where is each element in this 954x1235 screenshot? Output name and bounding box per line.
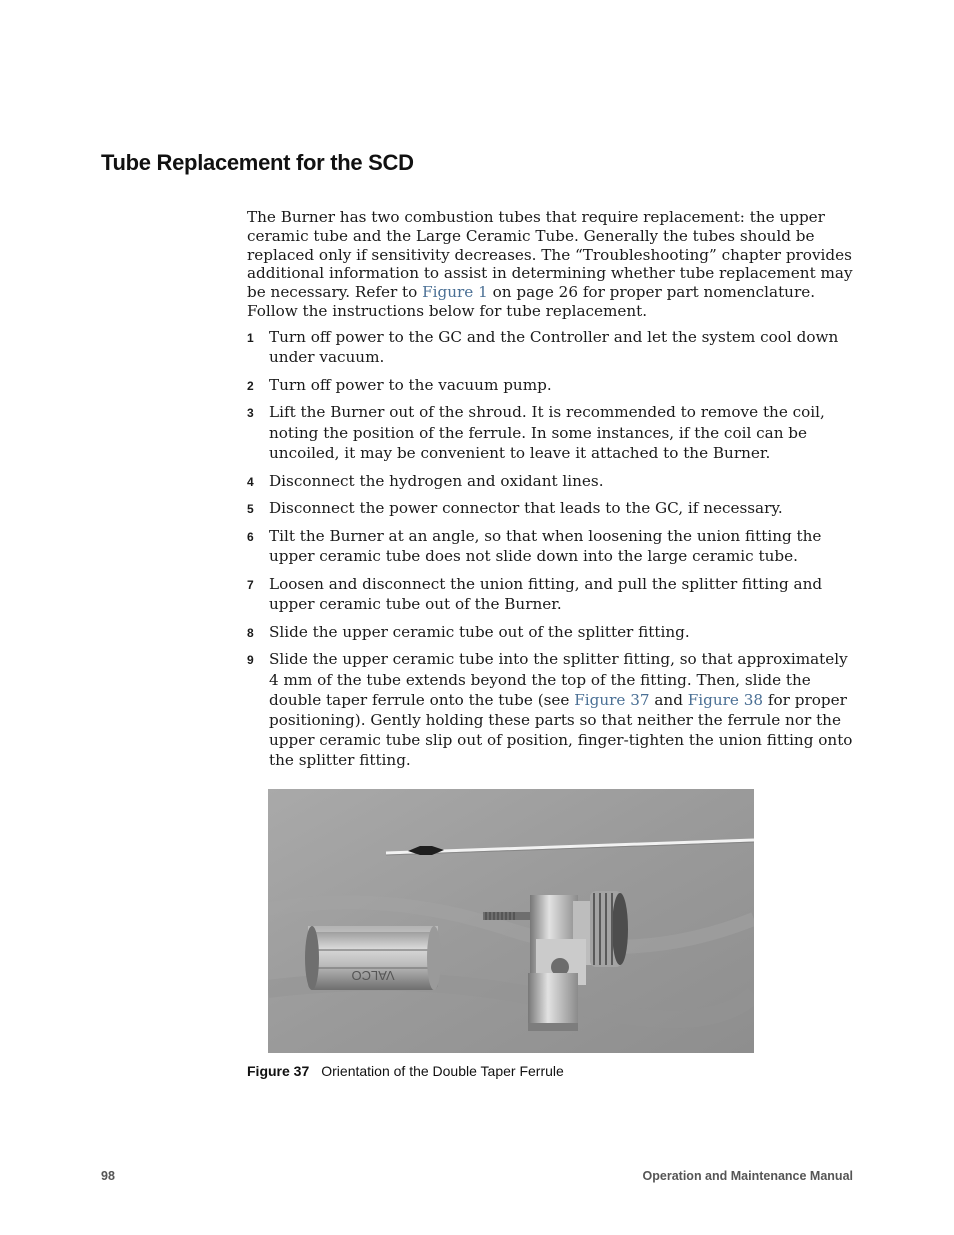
step-item <box>247 471 859 491</box>
section-heading: Tube Replacement for the SCD <box>101 150 414 175</box>
ferrule-photo-illustration <box>268 789 754 1053</box>
step-text <box>269 650 852 769</box>
step-item <box>247 327 859 367</box>
step-number: 8 <box>247 625 254 640</box>
step-number: 2 <box>247 378 254 393</box>
step-number: 6 <box>247 529 254 544</box>
page-number: 98 <box>101 1169 115 1183</box>
step-text: Loosen and disconnect the union fitting, and pull the splitter fitting and upper ceramic tube out of the Burner. <box>269 574 823 614</box>
step-number: 7 <box>247 577 254 592</box>
intro-paragraph <box>247 208 859 321</box>
intro-text-2: on page 26 for proper part nomenclature. Follow the instructions below for tube replacement. <box>247 283 816 320</box>
figure-caption-text: Orientation of the Double Taper Ferrule <box>321 1063 564 1079</box>
step-9-text-c: for proper positioning). Gently holding these parts so that neither the ferrule nor the upper ceramic tube slip out of position, finger-tighten the union fitting onto the splitter fitting. <box>269 690 853 770</box>
step-text: Disconnect the hydrogen and oxidant lines. <box>269 471 604 490</box>
step-number: 3 <box>247 406 254 421</box>
manual-title: Operation and Maintenance Manual <box>642 1169 853 1183</box>
step-text: Tilt the Burner at an angle, so that when loosening the union fitting the upper ceramic tube does not slide down into the large ceramic tube. <box>269 526 822 566</box>
step-9-text-a: Slide the upper ceramic tube into the splitter fitting, so that approximately 4 mm of the tube extends beyond the top of the fitting. Then, slide the double taper ferrule onto the tube (see <box>269 650 848 709</box>
step-number: 1 <box>247 330 254 345</box>
figure-caption <box>247 1063 564 1079</box>
step-item <box>247 375 859 395</box>
hex-nut <box>305 926 441 990</box>
step-number: 9 <box>247 653 254 668</box>
step-number: 4 <box>247 474 254 489</box>
step-text: Turn off power to the vacuum pump. <box>269 375 552 394</box>
step-item <box>247 622 859 642</box>
steps-list <box>247 327 859 771</box>
intro-text-1: The Burner has two combustion tubes that require replacement: the upper ceramic tube and the Large Ceramic Tube. Generally the tubes should be replaced only if sensitivity decreases. The “Troubleshooting” chapter provides additional information to assist in determining whether tube replacement may be necessary. Refer to <box>247 208 853 302</box>
step-number: 5 <box>247 502 254 517</box>
step-9-text-b: and <box>649 690 688 709</box>
step-item <box>247 498 859 518</box>
step-text: Lift the Burner out of the shroud. It is recommended to remove the coil, noting the position of the ferrule. In some instances, if the coil can be uncoiled, it may be convenient to leave it attached to the Burner. <box>269 403 825 462</box>
nut-marking: VALCO <box>351 968 395 983</box>
body-column <box>247 208 859 778</box>
step-text: Turn off power to the GC and the Controller and let the system cool down under vacuum. <box>269 327 839 366</box>
step-item <box>247 574 859 614</box>
step-text: Disconnect the power connector that leads to the GC, if necessary. <box>269 499 783 518</box>
step-item <box>247 526 859 566</box>
step-item <box>247 402 859 463</box>
figure-label: Figure 37 <box>247 1063 310 1079</box>
step-item <box>247 649 859 770</box>
figure-38-link[interactable]: Figure 38 <box>687 690 764 709</box>
figure-37-photo <box>268 789 754 1053</box>
figure-1-link[interactable]: Figure 1 <box>422 283 488 302</box>
step-text: Slide the upper ceramic tube out of the splitter fitting. <box>269 622 690 641</box>
figure-37-link[interactable]: Figure 37 <box>574 690 650 709</box>
